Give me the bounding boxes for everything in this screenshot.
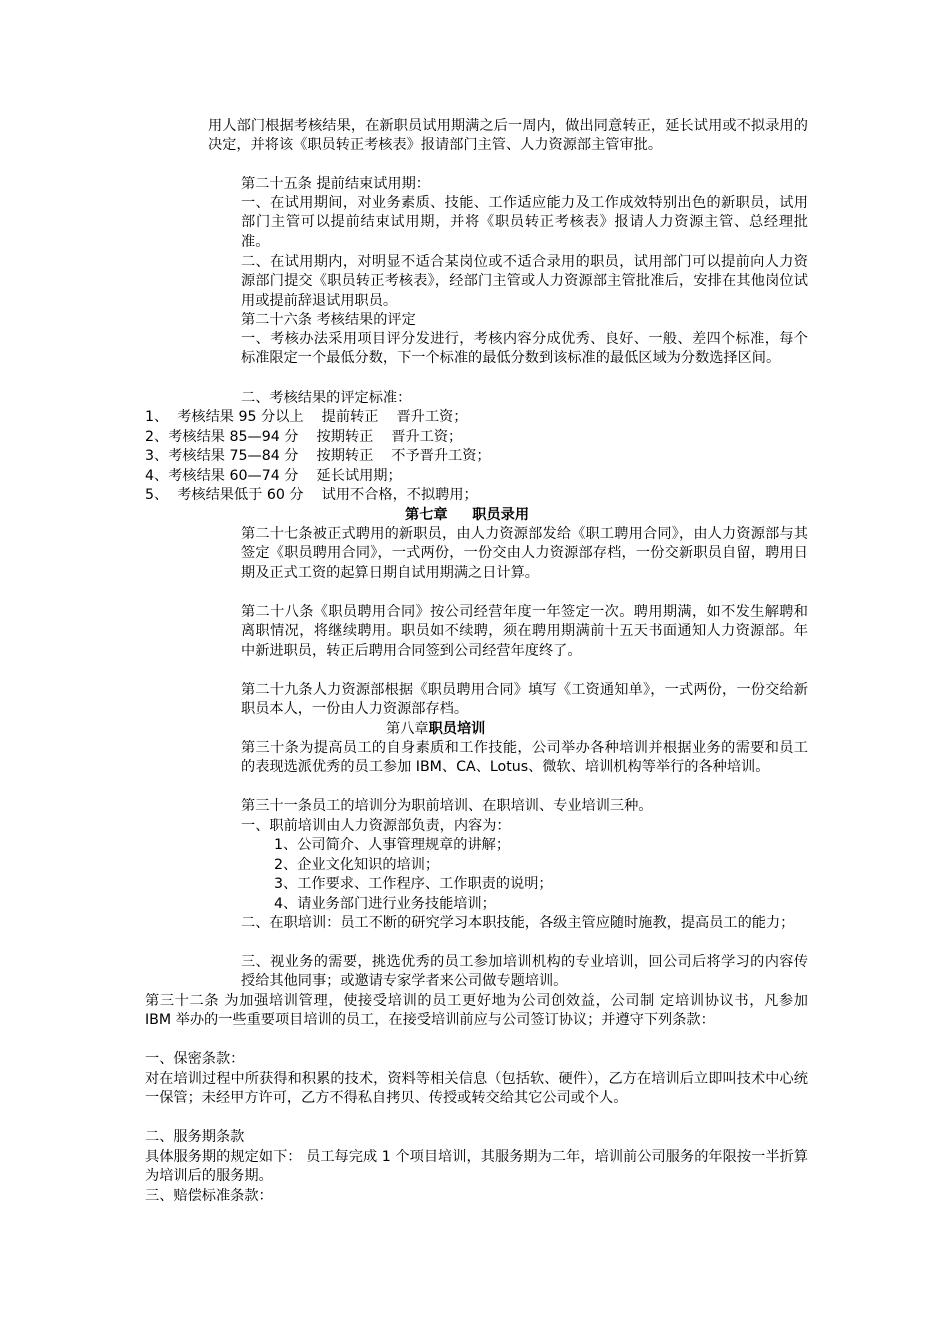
chapter-8-heading: [386, 720, 485, 739]
article-25-item-1: 一、在试用期间，对业务素质、技能、工作适应能力及工作成效特别出色的新职员，试用部门主管可以提前结束试用期，并将《职员转正考核表》报请人力资源主管、总经理批准。: [241, 195, 808, 250]
article-30: 第三十条为提高员工的自身素质和工作技能，公司举办各种培训并根据业务的需要和员工的表现选派优秀的员工参加 IBM、CA、Lotus、微软、培训机构等举行的各种培训。: [241, 740, 808, 776]
paragraph-probation-result: 用人部门根据考核结果，在新职员试用期满之后一周内，做出同意转正，延长试用或不拟录用的决定，并将该《职员转正考核表》报请部门主管、人力资源部主管审批。: [208, 118, 808, 154]
article-26-item-2: 二、考核结果的评定标准：: [241, 390, 412, 406]
list-item: 2、企业文化知识的培训；: [274, 857, 440, 873]
list-item: 1、公司简介、人事管理规章的讲解；: [274, 837, 511, 853]
article-28: 第二十八条《职员聘用合同》按公司经营年度一年签定一次。聘用期满，如不发生解聘和离职情况，将继续聘用。职员如不续聘，须在聘用期满前十五天书面通知人力资源部。年中新进职员，转正后聘用合同签到公司经营年度终了。: [241, 604, 808, 659]
article-26-title: 第二十六条 考核结果的评定: [241, 312, 416, 328]
section-1-title: 一、保密条款：: [145, 1051, 245, 1067]
section-3-title: 三、赔偿标准条款：: [145, 1188, 273, 1204]
article-25-item-2: 二、在试用期内，对明显不适合某岗位或不适合录用的职员，试用部门可以提前向人力资源部门提交《职员转正考核表》，经部门主管或人力资源部主管批准后，安排在其他岗位试用或提前辞退试用职员。: [241, 254, 808, 309]
article-25-title: 第二十五条 提前结束试用期：: [241, 176, 430, 192]
chapter-7-heading: 第七章 职员录用: [405, 507, 530, 523]
grade-line: 2、考核结果 85—94 分 按期转正 晋升工资；: [145, 429, 463, 445]
article-31-item-3: 三、视业务的需要，挑选优秀的员工参加培训机构的专业培训，回公司后将学习的内容传授给其他同事；或邀请专家学者来公司做专题培训。: [241, 954, 808, 990]
article-26-item-1: 一、考核办法采用项目评分发进行，考核内容分成优秀、良好、一般、差四个标准，每个标准限定一个最低分数，下一个标准的最低分数到该标准的最低区域为分数选择区间。: [241, 331, 808, 367]
list-item: 3、工作要求、工作程序、工作职责的说明；: [274, 876, 553, 892]
section-1-body: 对在培训过程中所获得和积累的技术，资料等相关信息（包括软、硬件），乙方在培训后立即叫技术中心统一保管；未经甲方许可，乙方不得私自拷贝、传授或转交给其它公司或个人。: [145, 1071, 808, 1107]
article-31-item-1: 一、职前培训由人力资源部负责，内容为：: [241, 818, 511, 834]
article-31-item-2: 二、在职培训：员工不断的研究学习本职技能，各级主管应随时施教，提高员工的能力；: [241, 915, 795, 931]
chapter-8-prefix: 第八章: [386, 721, 429, 737]
article-31: 第三十一条员工的培训分为职前培训、在职培训、专业培训三种。: [241, 798, 653, 814]
section-2-body: 具体服务期的规定如下： 员工每完成 1 个项目培训，其服务期为二年，培训前公司服务的年限按一半折算为培训后的服务期。: [145, 1149, 808, 1185]
article-27: 第二十七条被正式聘用的新职员，由人力资源部发给《职工聘用合同》，由人力资源部与其签定《职员聘用合同》，一式两份，一份交由人力资源部存档，一份交新职员自留，聘用日期及正式工资的起算日期自试用期满之日计算。: [241, 526, 808, 581]
chapter-8-title: 职员培训: [428, 721, 486, 737]
grade-line: 3、考核结果 75—84 分 按期转正 不予晋升工资；: [145, 448, 491, 464]
grade-line: 4、考核结果 60—74 分 延长试用期；: [145, 468, 402, 484]
article-29: 第二十九条人力资源部根据《职员聘用合同》填写《工资通知单》，一式两份，一份交给新职员本人，一份由人力资源部存档。: [241, 682, 808, 718]
grade-line: 1、 考核结果 95 分以上 提前转正 晋升工资；: [145, 409, 468, 425]
section-2-title: 二、服务期条款: [145, 1129, 245, 1145]
article-32: 第三十二条 为加强培训管理，使接受培训的员工更好地为公司创效益，公司制 定培训协议书，凡参加 IBM 举办的一些重要项目培训的员工，在接受培训前应与公司签订协议；并遵守下列条款：: [145, 993, 808, 1029]
grade-line: 5、 考核结果低于 60 分 试用不合格，不拟聘用；: [145, 487, 478, 503]
list-item: 4、请业务部门进行业务技能培训；: [274, 896, 496, 912]
